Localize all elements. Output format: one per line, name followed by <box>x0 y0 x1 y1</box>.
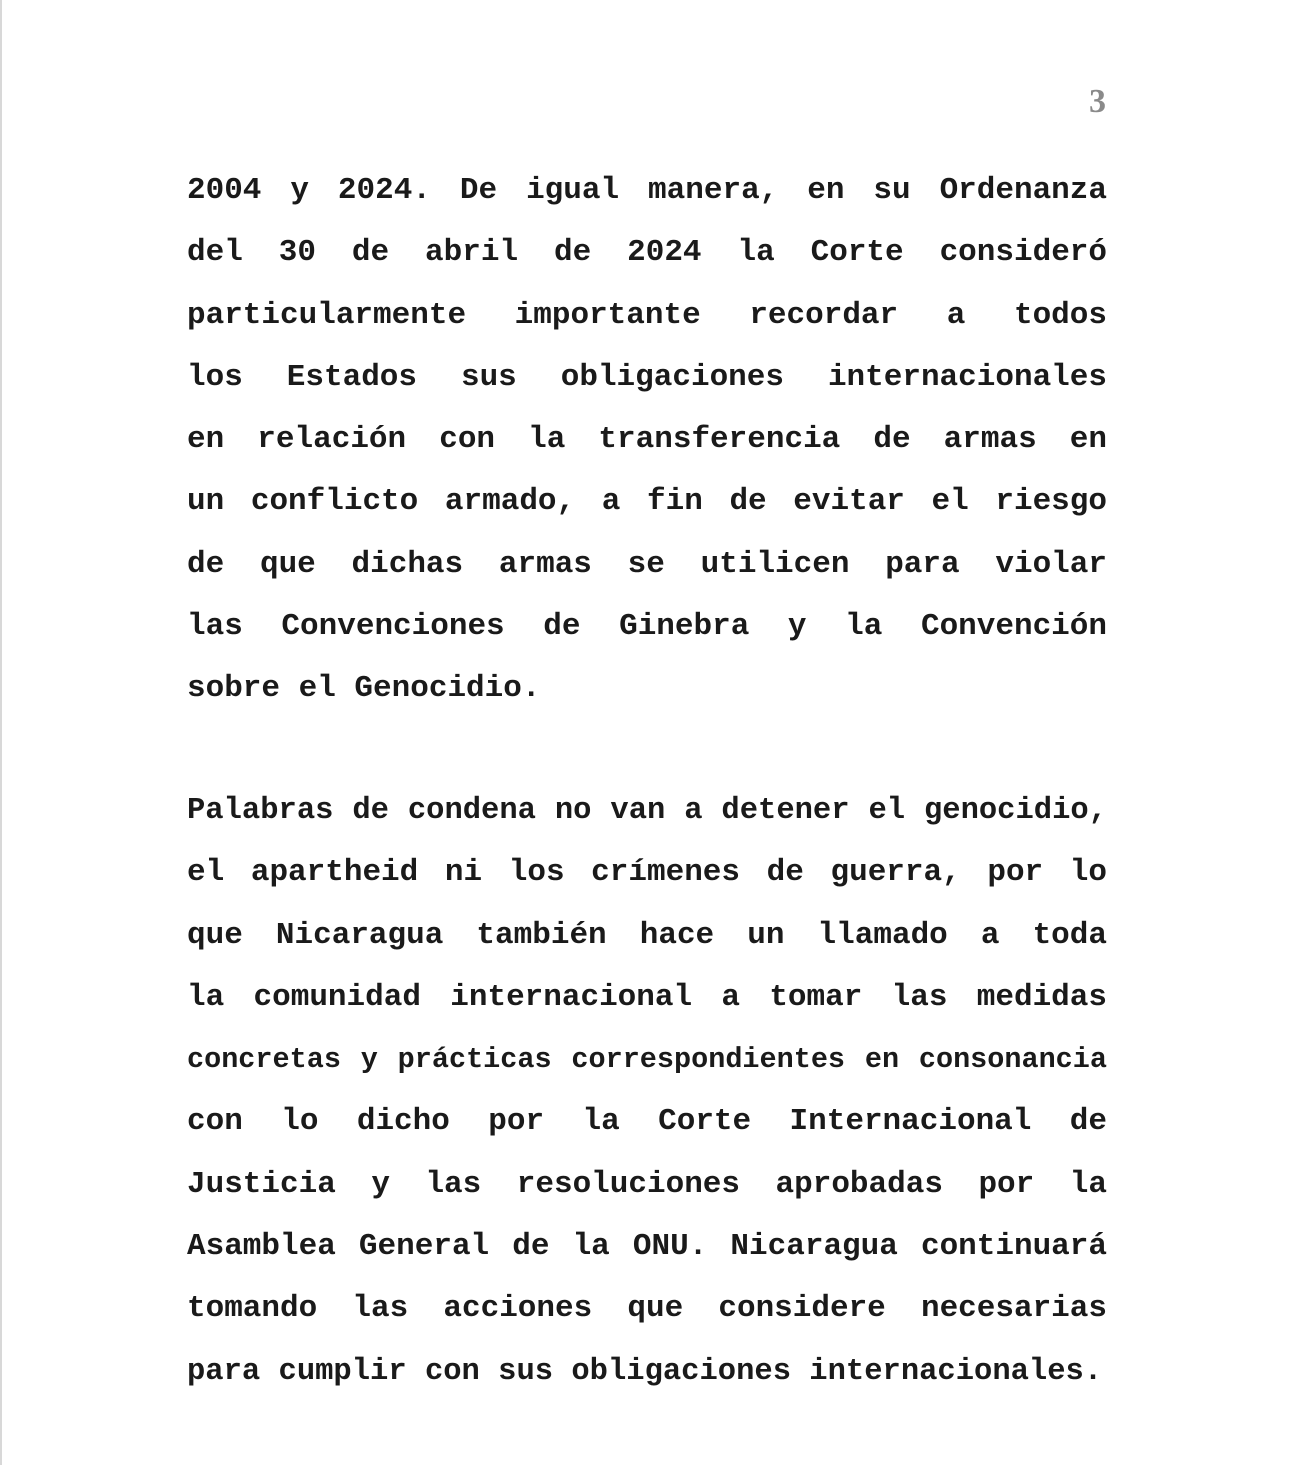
text-line: del 30 de abril de 2024 la Corte consideró <box>187 235 1107 271</box>
text-line: Asamblea General de la ONU. Nicaragua continuará <box>187 1229 1107 1265</box>
page-number: 3 <box>1089 83 1106 120</box>
text-line: sobre el Genocidio. <box>187 671 541 707</box>
text-line: para cumplir con sus obligaciones internacionales. <box>187 1354 1103 1389</box>
text-line: de que dichas armas se utilicen para violar <box>187 546 1107 582</box>
text-line: particularmente importante recordar a todos <box>187 297 1107 333</box>
text-line: en relación con la transferencia de armas en <box>187 422 1107 458</box>
paragraph-2 <box>187 780 1107 1403</box>
text-line: Justicia y las resoluciones aprobadas por la <box>187 1166 1107 1202</box>
text-line: las Convenciones de Ginebra y la Convención <box>187 609 1107 645</box>
text-line: concretas y prácticas correspondientes en consonancia <box>187 1043 1107 1077</box>
paragraph-1 <box>187 160 1107 721</box>
text-line: 2004 y 2024. De igual manera, en su Ordenanza <box>187 173 1107 208</box>
text-line: el apartheid ni los crímenes de guerra, por lo <box>187 855 1107 891</box>
text-line: los Estados sus obligaciones internacionales <box>187 359 1107 395</box>
text-line: que Nicaragua también hace un llamado a toda <box>187 917 1107 953</box>
text-line: un conflicto armado, a fin de evitar el riesgo <box>187 484 1107 520</box>
text-line: con lo dicho por la Corte Internacional de <box>187 1104 1107 1140</box>
text-line: Palabras de condena no van a detener el genocidio, <box>187 794 1107 828</box>
text-line: la comunidad internacional a tomar las medidas <box>187 979 1107 1015</box>
text-line: tomando las acciones que considere necesarias <box>187 1291 1107 1327</box>
